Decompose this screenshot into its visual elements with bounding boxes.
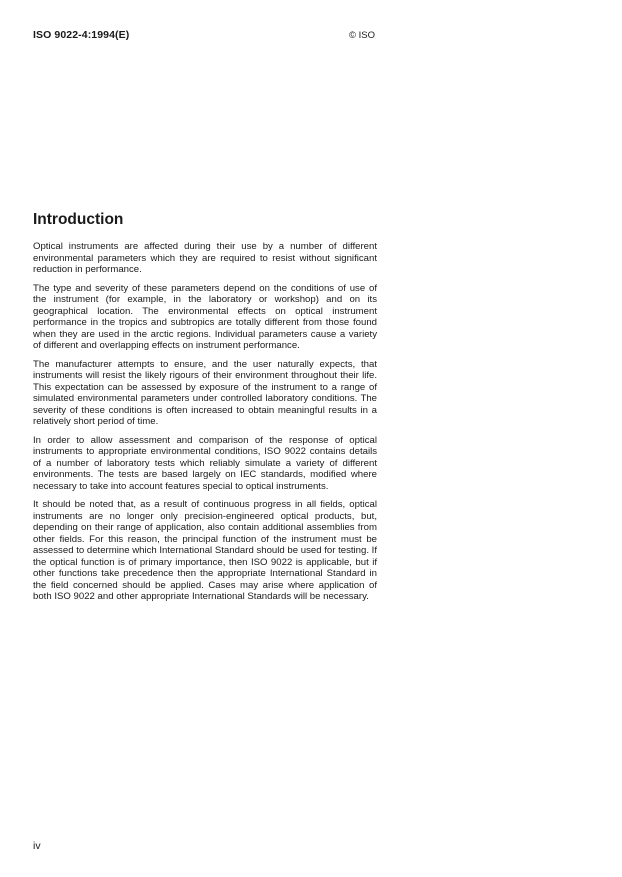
page-number: iv (33, 840, 41, 852)
paragraph: Optical instruments are affected during their use by a number of different environmental parameters which they are required to resist without significant reduction in performance. (33, 241, 377, 275)
paragraph: In order to allow assessment and comparison of the response of optical instruments to appropriate environmental conditions, ISO 9022 contains details of a number of laboratory tests which reliably simulate a variety of different environments. The tests are based largely on IEC standards, modified where necessary to take into account features special to optical instruments. (33, 434, 377, 492)
section-title: Introduction (33, 211, 124, 228)
standard-identifier: ISO 9022-4:1994(E) (33, 29, 130, 41)
paragraph: The manufacturer attempts to ensure, and the user naturally expects, that instruments will resist the likely rigours of their environment throughout their life. This expectation can be assessed by exposure of the instrument to a range of simulated environmental parameters under controlled laboratory conditions. The severity of these conditions is often increased to obtain meaningful results in a relatively short period of time. (33, 358, 377, 427)
introduction-body (33, 241, 377, 610)
copyright-notice: © ISO (349, 30, 376, 41)
paragraph: It should be noted that, as a result of continuous progress in all fields, optical instruments are no longer only precision-engineered optical products, but, depending on their range of application, also contain additional assemblies from other fields. For this reason, the principal function of the instrument must be assessed to determine which International Standard should be used for testing. If the optical function is of primary importance, then ISO 9022 is applicable, but if other functions take precedence then the appropriate International Standard in the field concerned should be applied. Cases may arise where application of both ISO 9022 and other appropriate International Standards will be necessary. (33, 499, 377, 602)
paragraph: The type and severity of these parameters depend on the conditions of use of the instrument (for example, in the laboratory or workshop) and on its geographical location. The environmental effects on optical instrument performance in the tropics and subtropics are totally different from those found when they are used in the arctic regions. Individual parameters cause a variety of different and overlapping effects on instrument performance. (33, 282, 377, 351)
